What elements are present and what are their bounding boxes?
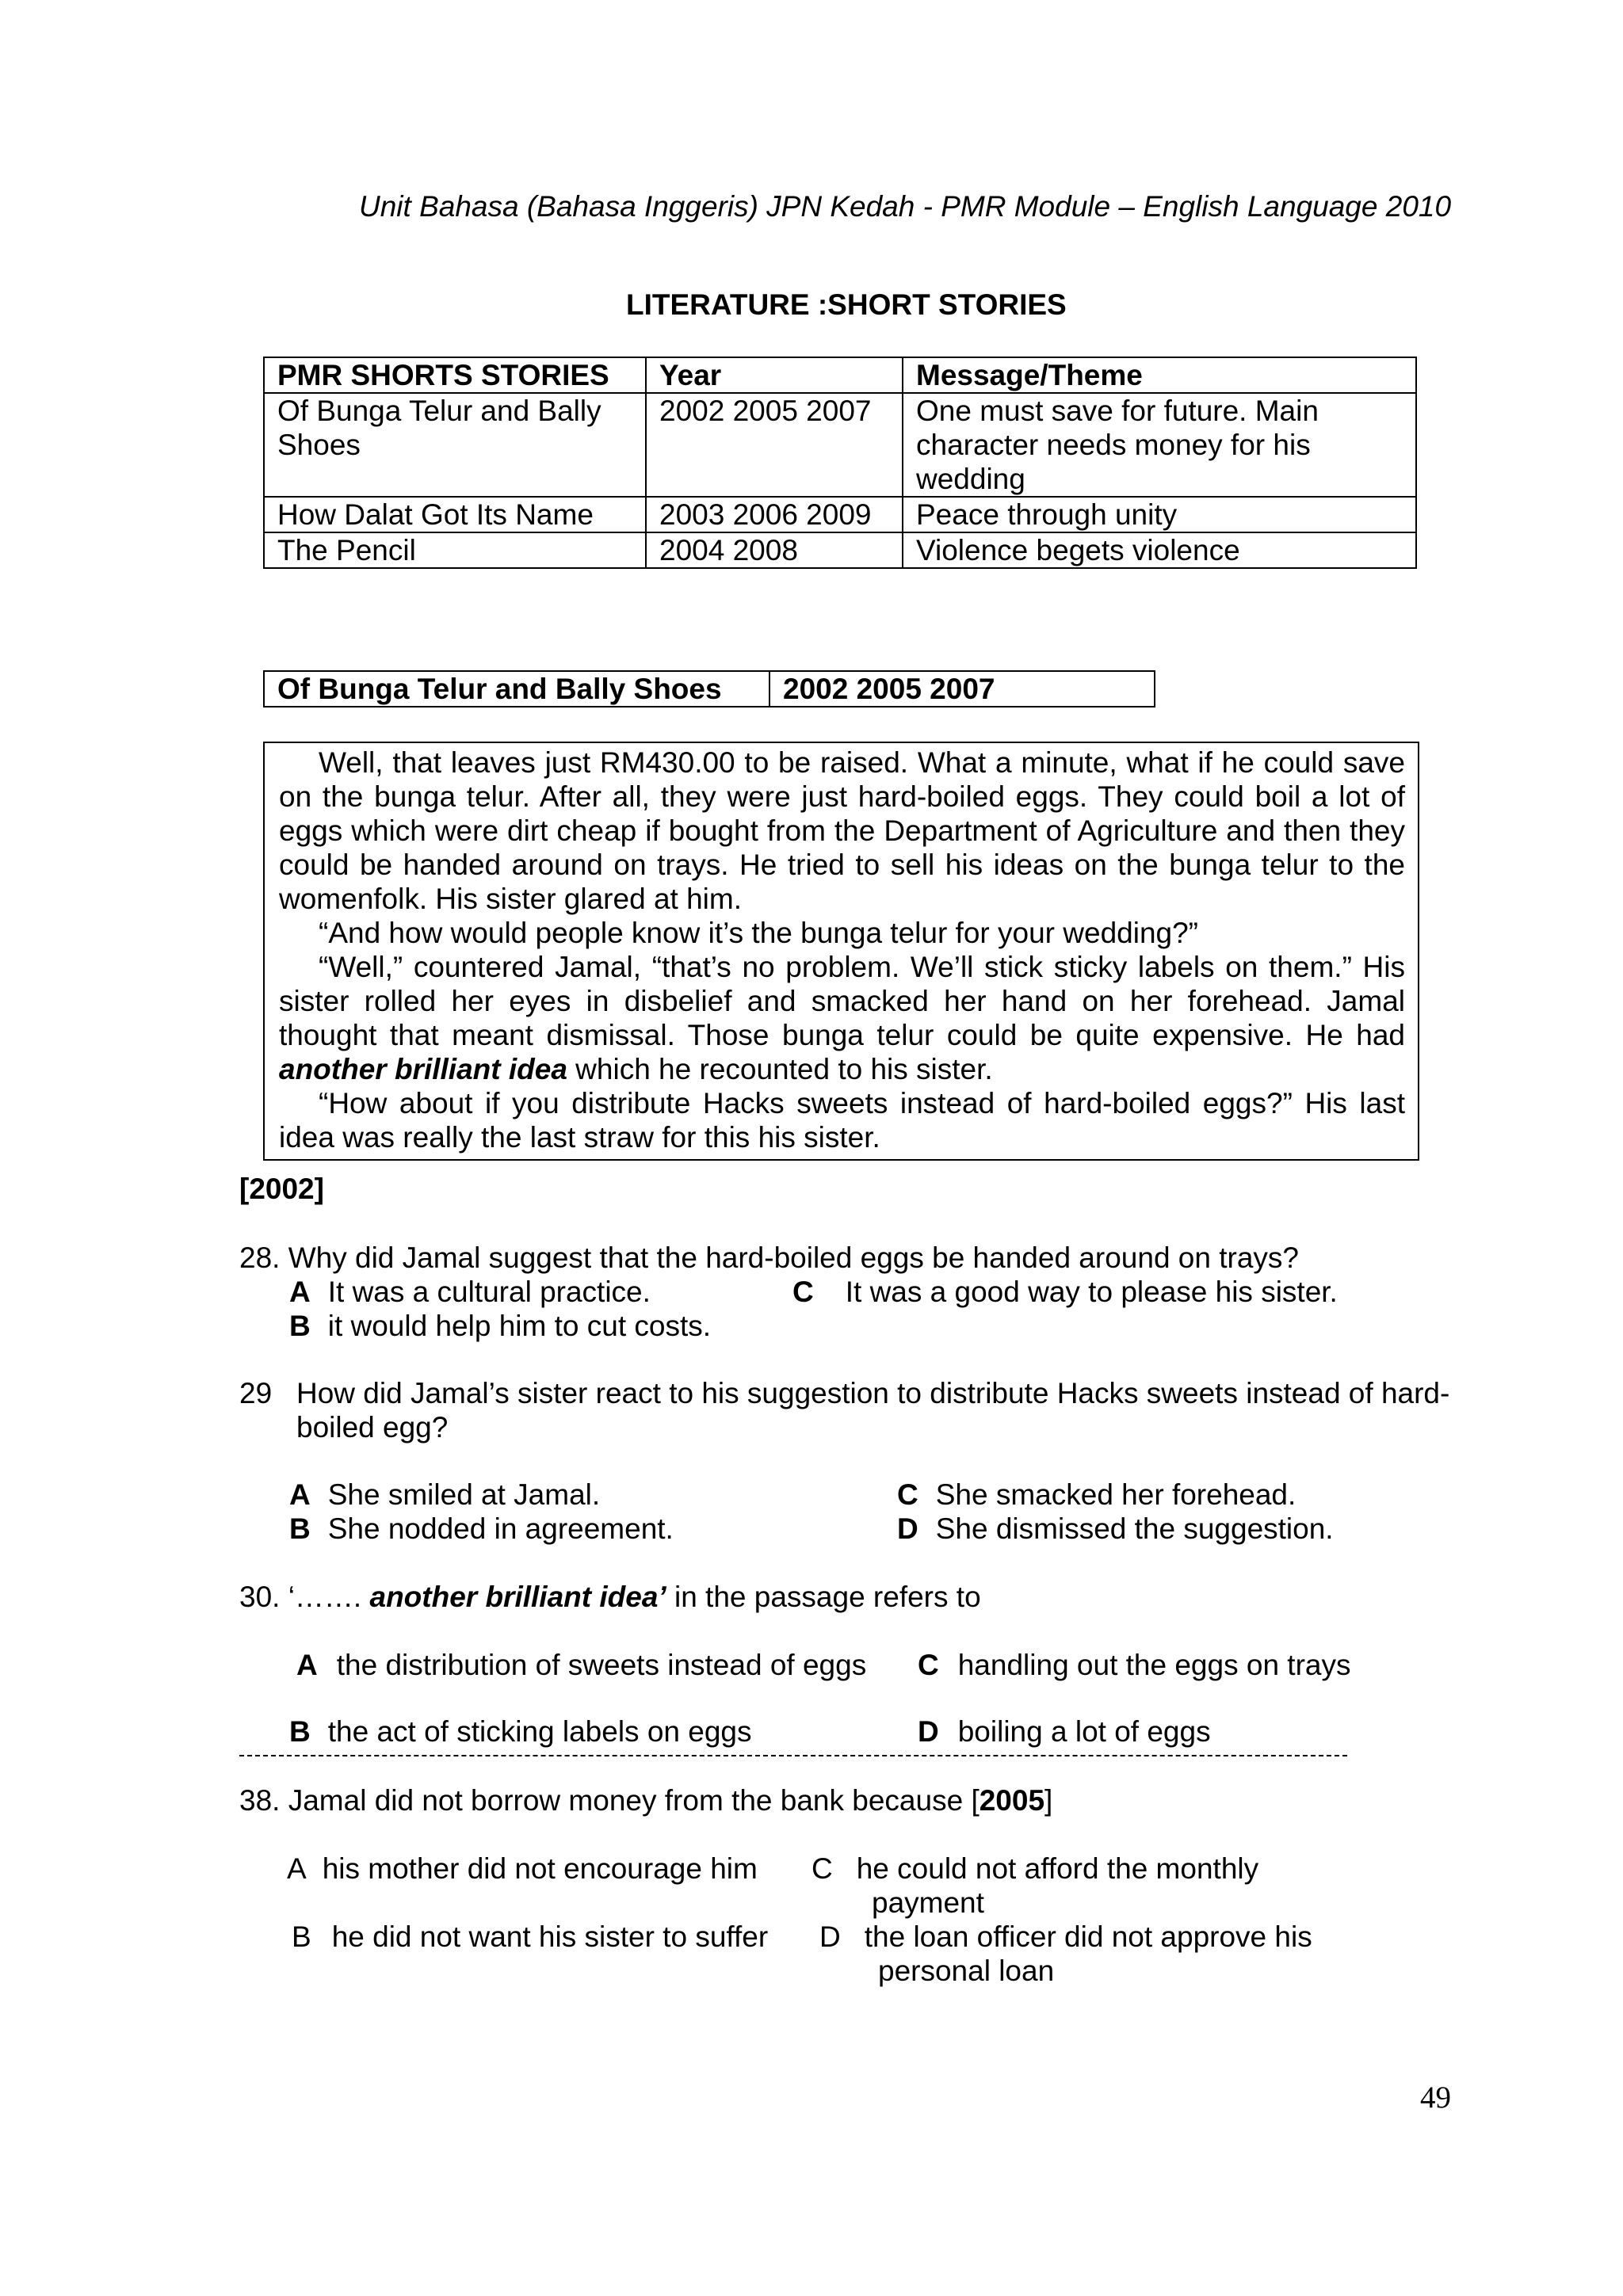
- option-29-d: D She dismissed the suggestion.: [897, 1512, 1334, 1545]
- passage-paragraph: “Well,” countered Jamal, “that’s no problem. We’ll stick sticky labels on them.” His sister rolled her eyes in disbelief and smacked her hand on her forehead. Jamal thought that meant dismissal. Those bunga telur could be quite expensive. He had another brilliant idea which he recounted to his sister.: [279, 951, 1405, 1085]
- option-28-a: A It was a cultural practice.: [289, 1276, 651, 1308]
- years-cell: 2003 2006 2009: [646, 497, 903, 532]
- option-29-a: A She smiled at Jamal.: [289, 1478, 601, 1511]
- option-30-c: C handling out the eggs on trays: [918, 1649, 1351, 1681]
- table-row: [264, 393, 1416, 497]
- option-29-c: C She smacked her forehead.: [897, 1478, 1296, 1511]
- question-30: 30. ‘……. another brilliant idea’ in the passage refers to: [239, 1581, 981, 1613]
- story-header-table: [263, 670, 1155, 707]
- option-30-a: A the distribution of sweets instead of eggs: [296, 1649, 867, 1681]
- stories-table: [263, 357, 1417, 569]
- question-38: 38. Jamal did not borrow money from the bank because [2005]: [239, 1784, 1053, 1817]
- passage-paragraph: Well, that leaves just RM430.00 to be raised. What a minute, what if he could save on the bunga telur. After all, they were just hard-boiled eggs. They could boil a lot of eggs which were dirt cheap if bought from the Department of Agriculture and then they could be handed around on trays. He tried to sell his ideas on the bunga telur to the womenfolk. His sister glared at him.: [279, 746, 1405, 915]
- story-title: Of Bunga Telur and Bally Shoes: [264, 671, 769, 707]
- story-years: 2002 2005 2007: [769, 671, 1155, 707]
- page-header: Unit Bahasa (Bahasa Inggeris) JPN Kedah - PMR Module – English Language 2010: [359, 190, 1452, 223]
- separator-line: [239, 1755, 1347, 1756]
- option-38-d-cont: personal loan: [878, 1955, 1055, 1987]
- col-header-year: Year: [646, 357, 903, 393]
- passage-box: [263, 742, 1419, 1161]
- emphasis-text: another brilliant idea: [279, 1053, 567, 1085]
- theme-cell: Peace through unity: [903, 497, 1416, 532]
- years-cell: 2004 2008: [646, 532, 903, 568]
- question-29-cont: boiled egg?: [296, 1411, 449, 1444]
- option-28-b: B it would help him to cut costs.: [289, 1310, 712, 1342]
- story-cell: How Dalat Got Its Name: [264, 497, 646, 532]
- col-header-theme: Message/Theme: [903, 357, 1416, 393]
- col-header-story: PMR SHORTS STORIES: [264, 357, 646, 393]
- section-title: LITERATURE :SHORT STORIES: [626, 288, 1067, 321]
- option-30-d: D boiling a lot of eggs: [918, 1715, 1211, 1748]
- question-28: 28. Why did Jamal suggest that the hard-boiled eggs be handed around on trays?: [239, 1241, 1299, 1274]
- option-28-c: C It was a good way to please his sister.: [792, 1276, 1338, 1308]
- question-29: How did Jamal’s sister react to his suggestion to distribute Hacks sweets instead of hard-: [296, 1377, 1450, 1409]
- option-38-b: B he did not want his sister to suffer: [292, 1920, 769, 1953]
- passage-paragraph: “How about if you distribute Hacks sweets instead of hard-boiled eggs?” His last idea was really the last straw for this his sister.: [279, 1087, 1405, 1154]
- option-38-c: C he could not afford the monthly: [812, 1852, 1259, 1885]
- page-number: 49: [1420, 2081, 1451, 2115]
- theme-cell: One must save for future. Main character needs money for his wedding: [903, 393, 1416, 497]
- emphasis-text: another brilliant idea’: [369, 1581, 666, 1613]
- question-29-number: 29: [239, 1377, 273, 1409]
- year-tag: [2002]: [239, 1173, 324, 1205]
- option-29-b: B She nodded in agreement.: [289, 1512, 674, 1545]
- table-row: [264, 532, 1416, 568]
- passage-paragraph: “And how would people know it’s the bunga telur for your wedding?”: [319, 917, 1198, 949]
- option-38-d: D the loan officer did not approve his: [819, 1920, 1312, 1953]
- table-row: [264, 497, 1416, 532]
- story-cell: Of Bunga Telur and Bally Shoes: [264, 393, 646, 497]
- option-30-b: B the act of sticking labels on eggs: [289, 1715, 752, 1748]
- story-cell: The Pencil: [264, 532, 646, 568]
- years-cell: 2002 2005 2007: [646, 393, 903, 497]
- table-header-row: [264, 357, 1416, 393]
- theme-cell: Violence begets violence: [903, 532, 1416, 568]
- option-38-a: A his mother did not encourage him: [287, 1852, 758, 1885]
- option-38-c-cont: payment: [872, 1886, 984, 1919]
